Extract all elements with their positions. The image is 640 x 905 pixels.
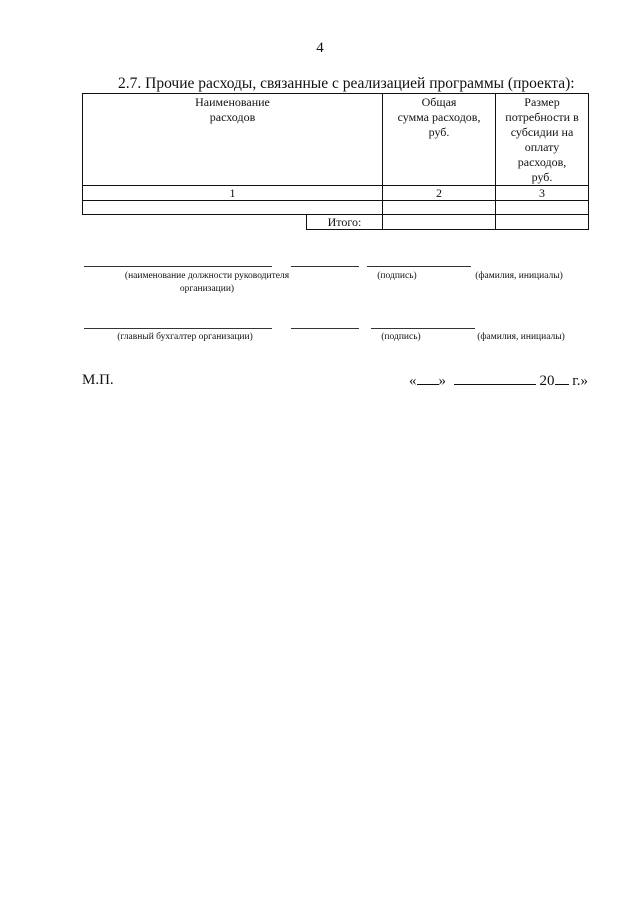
column-number-1: 1: [83, 186, 383, 201]
total-subsidy-cell: [496, 215, 589, 230]
total-sum-cell: [383, 215, 496, 230]
section-title: 2.7. Прочие расходы, связанные с реализацией программы (проекта):: [118, 75, 575, 92]
head-name-caption: (фамилия, инициалы): [475, 271, 563, 281]
day-blank: [417, 372, 439, 385]
year-blank: [555, 372, 569, 385]
head-signature-caption: (подпись): [377, 271, 417, 281]
table-cell: [496, 201, 589, 215]
table-cell: [83, 201, 383, 215]
column-number-row: [83, 186, 589, 201]
date-close-quote: »: [438, 373, 447, 389]
accountant-signature-line: [291, 328, 359, 329]
head-position-caption: (наименование должности руководителя организации): [124, 271, 290, 294]
column-number-3: 3: [496, 186, 589, 201]
column-number-2: 2: [383, 186, 496, 201]
year-suffix: г.»: [572, 373, 588, 389]
header-subsidy-need: Размер потребности в субсидии на оплату расходов, руб.: [496, 94, 589, 186]
table-cell: [383, 201, 496, 215]
head-position-line: [84, 266, 272, 267]
accountant-position-caption: (главный бухгалтер организации): [117, 332, 253, 342]
accountant-name-line: [371, 328, 475, 329]
date-line: [409, 372, 588, 390]
accountant-position-line: [84, 328, 272, 329]
total-row: [83, 215, 589, 230]
year-prefix: 20: [539, 373, 555, 389]
head-name-line: [367, 266, 471, 267]
expenses-table: [82, 93, 589, 230]
date-open-quote: «: [409, 373, 417, 389]
stamp-placeholder: М.П.: [82, 372, 114, 388]
table-row: [83, 201, 589, 215]
header-expense-name: Наименование расходов: [83, 94, 383, 186]
head-signature-line: [291, 266, 359, 267]
total-label: Итого:: [307, 215, 383, 230]
accountant-name-caption: (фамилия, инициалы): [477, 332, 565, 342]
page-number: 4: [316, 40, 324, 56]
month-blank: [454, 372, 536, 385]
header-total-sum: Общая сумма расходов, руб.: [383, 94, 496, 186]
accountant-signature-caption: (подпись): [381, 332, 421, 342]
table-header-row: [83, 94, 589, 186]
